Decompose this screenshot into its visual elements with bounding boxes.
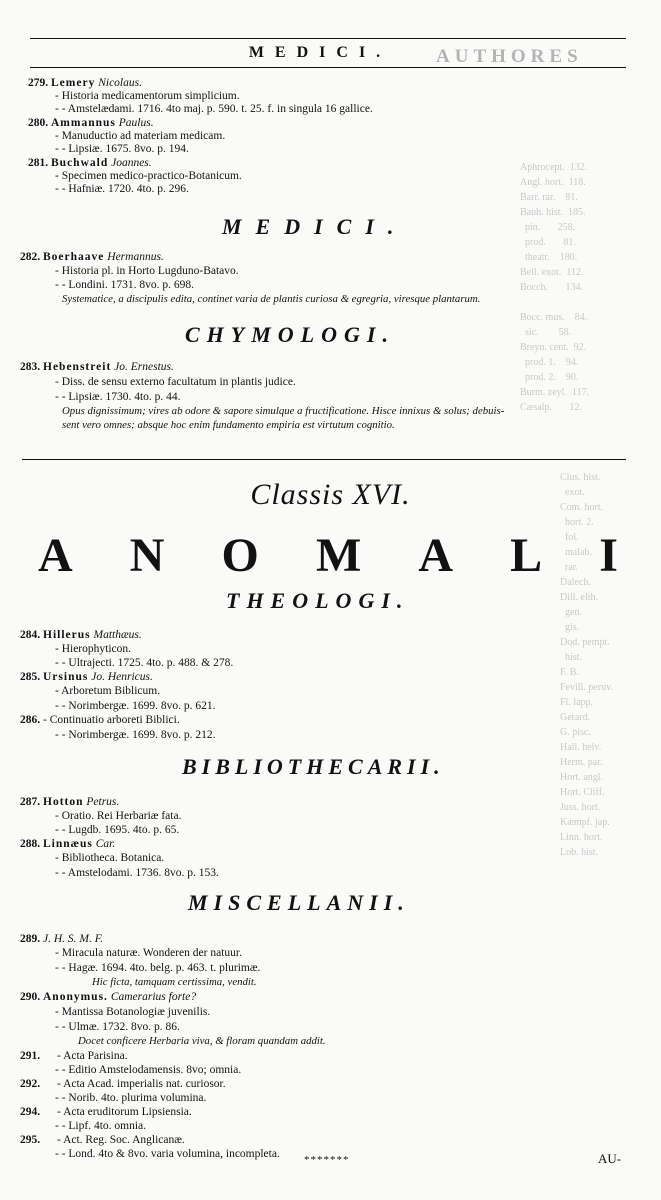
entry-290-head	[20, 990, 196, 1004]
anomali-heading	[38, 528, 618, 583]
entry-295-head	[20, 1133, 185, 1147]
entry-279-title: - Historia medicamentorum simplicium.	[55, 90, 240, 102]
bleed-through-heading: AUTHORES	[436, 46, 583, 67]
entry-number: 279.	[28, 77, 49, 89]
author-given: Car.	[95, 838, 116, 850]
entry-number: 285.	[20, 671, 41, 683]
author-name: Hotton	[43, 796, 84, 808]
entry-287-title: - Oratio. Rei Herbariæ fata.	[55, 810, 182, 822]
entry-291-head	[20, 1049, 128, 1063]
entry-289-title: - Miracula naturæ. Wonderen der natuur.	[55, 947, 242, 959]
author-given: Camerarius forte?	[110, 991, 197, 1003]
author-given: Joannes.	[111, 157, 152, 169]
section-theologi: THEOLOGI.	[226, 588, 410, 613]
entry-number: 282.	[20, 251, 41, 263]
entry-281-title: - Specimen medico-practico-Botanicum.	[55, 170, 242, 182]
anomali-letter: N	[129, 529, 165, 582]
entry-286-imprint: - - Norimbergæ. 1699. 8vo. p. 212.	[55, 729, 216, 741]
section-chymologi: CHYMOLOGI.	[185, 322, 395, 347]
anomali-letter: A	[418, 529, 454, 582]
entry-283-head	[20, 360, 174, 374]
entry-291-imprint: - - Editio Amstelodamensis. 8vo; omnia.	[55, 1064, 242, 1076]
entry-282-head	[20, 250, 164, 264]
entry-280-head	[28, 116, 154, 130]
entry-290-title: - Mantissa Botanologiæ juvenilis.	[55, 1006, 211, 1018]
section-miscellanii: MISCELLANII.	[188, 890, 410, 915]
head-rule	[30, 67, 626, 68]
entry-285-title: - Arboretum Biblicum.	[55, 685, 161, 697]
entry-281-head	[28, 156, 152, 170]
entry-279-head	[28, 76, 142, 90]
entry-282-imprint: - - Londini. 1731. 8vo. p. 698.	[55, 279, 194, 291]
entry-286-head	[20, 713, 180, 727]
end-ornament: *******	[304, 1154, 350, 1166]
entry-287-imprint: - - Lugdb. 1695. 4to. p. 65.	[55, 824, 180, 836]
top-rule	[30, 38, 626, 39]
author-name: Anonymus.	[43, 991, 108, 1003]
entry-279-imprint: - - Amstelædami. 1716. 4to maj. p. 590. t. 25. f. in singula 16 gallice.	[55, 103, 373, 115]
anomali-letter: M	[315, 529, 362, 582]
entry-283-note-2: sent vero omnes; absque hoc enim fundamento empiria est virtutum cognitio.	[62, 419, 395, 431]
entry-289-imprint: - - Hagæ. 1694. 4to. belg. p. 463. t. plurimæ.	[55, 962, 261, 974]
entry-number: 281.	[28, 157, 49, 169]
author-given: Jo. Ernestus.	[114, 361, 174, 373]
entry-294-head	[20, 1105, 192, 1119]
entry-290-imprint: - - Ulmæ. 1732. 8vo. p. 86.	[55, 1021, 180, 1033]
entry-title: - Acta eruditorum Lipsiensia.	[57, 1106, 192, 1118]
author-given: Hermannus.	[107, 251, 164, 263]
entry-number: 287.	[20, 796, 41, 808]
entry-284-title: - Hierophyticon.	[55, 643, 132, 655]
entry-number: 283.	[20, 361, 41, 373]
entry-288-title: - Bibliotheca. Botanica.	[55, 852, 165, 864]
entry-number: 291.	[20, 1050, 41, 1062]
author-given: Jo. Henricus.	[91, 671, 153, 683]
entry-289-head	[20, 932, 103, 946]
class-heading: Classis XVI.	[250, 478, 411, 511]
bleed-through-text-2: Clus. hist. exot. Com. hort. hort. 2. fol. malab. rar. Dalech. Dill. elth. gen. gis. Dod. pempt. hist. F. B. Fevill. peruv. Fl. lapp. Gerard. G. pisc. Hall. helv. Herm. par. Hort. angl. Hort. Cliff. Juss. hort. Kæmpf. jap. Linn. hort. Lob. hist.	[560, 472, 613, 858]
author-name: Buchwald	[51, 157, 109, 169]
anomali-letter: L	[510, 529, 543, 582]
author-given: Matthæus.	[93, 629, 142, 641]
author-name: Lemery	[51, 77, 96, 89]
author-name: Linnæus	[43, 838, 93, 850]
entry-287-head	[20, 795, 119, 809]
class-rule	[22, 459, 626, 460]
author-name: Ammannus	[51, 117, 116, 129]
section-medici: MEDICI.	[222, 214, 408, 239]
entry-number: 288.	[20, 838, 41, 850]
entry-title: - Acta Parisina.	[57, 1050, 128, 1062]
catchword: AU-	[598, 1151, 622, 1166]
entry-title: - Acta Acad. imperialis nat. curiosor.	[57, 1078, 226, 1090]
anomali-letter: I	[599, 529, 618, 582]
entry-282-title: - Historia pl. in Horto Lugduno-Batavo.	[55, 265, 239, 277]
entry-285-head	[20, 670, 153, 684]
section-bibliothecarii: BIBLIOTHECARII.	[182, 754, 445, 779]
entry-title: - Act. Reg. Soc. Anglicanæ.	[57, 1134, 185, 1146]
author-name: Hillerus	[43, 629, 91, 641]
entry-number: 286.	[20, 714, 41, 726]
entry-288-head	[20, 837, 115, 851]
entry-292-imprint: - - Norib. 4to. plurima volumina.	[55, 1092, 207, 1104]
entry-295-imprint: - - Lond. 4to & 8vo. varia volumina, incompleta.	[55, 1148, 280, 1160]
entry-290-note: Docet conficere Herbaria viva, & floram quandam addit.	[78, 1035, 326, 1047]
running-head: MEDICI.	[248, 44, 392, 61]
entry-number: 292.	[20, 1078, 41, 1090]
entry-284-head	[20, 628, 142, 642]
entry-292-head	[20, 1077, 226, 1091]
entry-282-note: Systematice, a discipulis edita, continet varia de plantis curiosa & egregria, viresque plantarum.	[62, 293, 481, 305]
author-name: Boerhaave	[43, 251, 105, 263]
entry-285-imprint: - - Norimbergæ. 1699. 8vo. p. 621.	[55, 700, 216, 712]
entry-289-note: Hic ficta, tamquam certissima, vendit.	[92, 976, 257, 988]
entry-280-imprint: - - Lipsiæ. 1675. 8vo. p. 194.	[55, 143, 189, 155]
author-given: Nicolaus.	[98, 77, 142, 89]
author-given: Petrus.	[86, 796, 120, 808]
author-name: Hebenstreit	[43, 361, 112, 373]
entry-number: 290.	[20, 991, 41, 1003]
entry-number: 284.	[20, 629, 41, 641]
entry-284-imprint: - - Ultrajecti. 1725. 4to. p. 488. & 278.	[55, 657, 234, 669]
entry-294-imprint: - - Lipf. 4to. omnia.	[55, 1120, 147, 1132]
entry-283-imprint: - - Lipsiæ. 1730. 4to. p. 44.	[55, 391, 181, 403]
entry-number: 295.	[20, 1134, 41, 1146]
entry-283-note-1: Opus dignissimum; vires ab odore & sapore simulque a fructificatione. Hisce innixus & solus; debuis-	[62, 405, 505, 417]
author-name: Ursinus	[43, 671, 89, 683]
anomali-letter: O	[221, 529, 259, 582]
entry-number: 289.	[20, 933, 41, 945]
entry-288-imprint: - - Amstelodami. 1736. 8vo. p. 153.	[55, 867, 219, 879]
entry-283-title: - Diss. de sensu externo facultatum in plantis judice.	[55, 376, 296, 388]
entry-number: 294.	[20, 1106, 41, 1118]
entry-title: - Continuatio arboreti Biblici.	[43, 714, 180, 726]
author-given: J. H. S. M. F.	[43, 933, 104, 945]
entry-number: 280.	[28, 117, 49, 129]
author-given: Paulus.	[118, 117, 154, 129]
anomali-letter: A	[38, 529, 73, 582]
bleed-through-text: Aphrocept. 132. Angl. hort. 118. Barr. rar. 81. Bauh. hist. 185. pin. 258. prod. 81. theatr. 180. Bell. exot. 112. Bocch. 134. Bocc. mus. 84. sic. 58. Breyn. cent. 92. prod. 1. 94. prod. 2. 90. Burm. zeyl. 117. Cæsalp. 12.	[520, 162, 590, 413]
entry-280-title: - Manuductio ad materiam medicam.	[55, 130, 226, 142]
entry-281-imprint: - - Hafniæ. 1720. 4to. p. 296.	[55, 183, 189, 195]
